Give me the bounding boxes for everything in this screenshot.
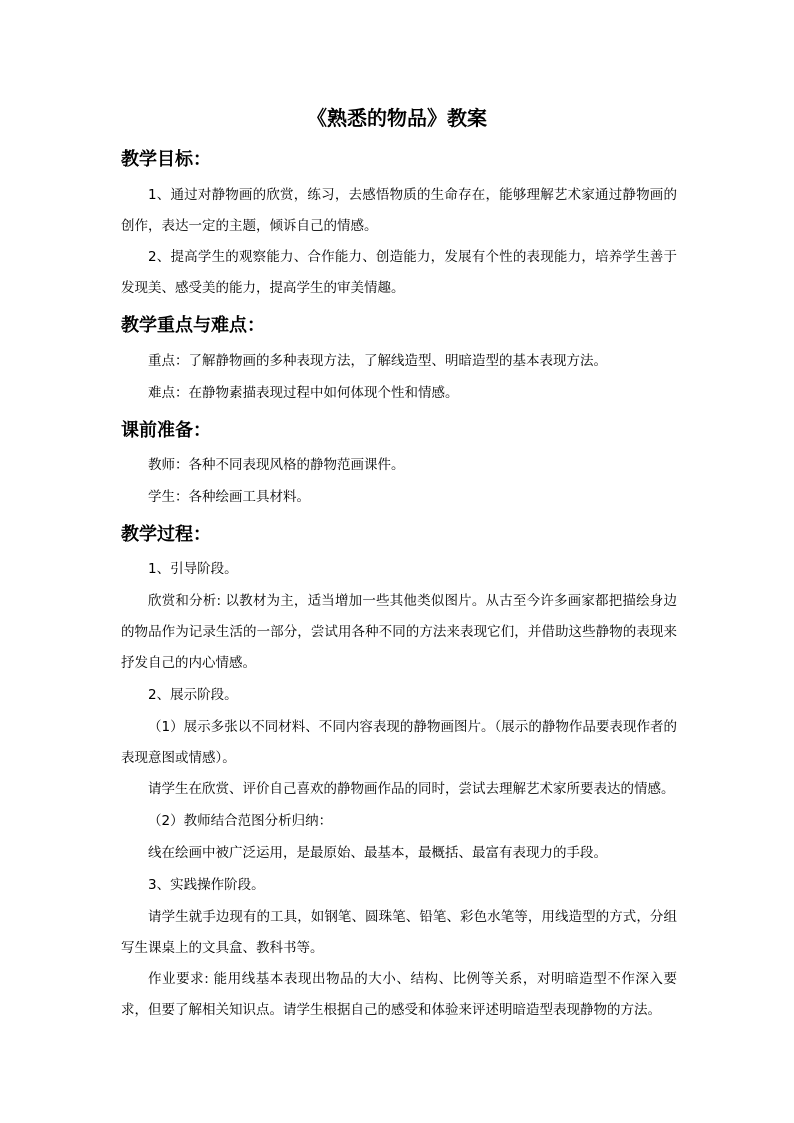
process-paragraph-evaluate: 请学生在欣赏、评价自己喜欢的静物画作品的同时，尝试去理解艺术家所要表达的情感。: [148, 781, 675, 797]
objectives-paragraph-2: 2、提高学生的观察能力、合作能力、创造能力，发展有个性的表现能力，培养学生善于发现美、感受美的能力，提高学生的审美情趣。: [121, 249, 677, 296]
process-paragraph-practice: 请学生就手边现有的工具，如钢笔、圆珠笔、铅笔、彩色水笔等，用线造型的方式，分组写生课桌上的文具盒、教科书等。: [121, 909, 677, 956]
process-paragraph-show: （1）展示多张以不同材料、不同内容表现的静物画图片。（展示的静物作品要表现作者的表现意图或情感）。: [121, 719, 677, 766]
process-paragraph-appreciation: 欣赏和分析: 以教材为主，适当增加一些其他类似图片。从古至今许多画家都把描绘身边的物品作为记录生活的一部分，尝试用各种不同的方法来表现它们，并借助这些静物的表现来抒发自己的内心情感。: [121, 593, 677, 671]
difficulty-paragraph: 难点：在静物素描表现过程中如何体现个性和情感。: [148, 385, 459, 401]
process-paragraph-line: 线在绘画中被广泛运用，是最原始、最基本，最概括、最富有表现力的手段。: [148, 845, 607, 861]
process-step-1: 1、引导阶段。: [148, 561, 238, 577]
process-paragraph-summary: （2）教师结合范图分析归纳：: [148, 813, 333, 829]
heading-preparation: 课前准备：: [121, 420, 211, 441]
key-point-paragraph: 重点：了解静物画的多种表现方法，了解线造型、明暗造型的基本表现方法。: [148, 353, 607, 369]
process-step-3: 3、实践操作阶段。: [148, 877, 265, 893]
student-preparation: 学生：各种绘画工具材料。: [148, 489, 310, 505]
objectives-paragraph-1: 1、通过对静物画的欣赏，练习，去感悟物质的生命存在，能够理解艺术家通过静物画的创作，表达一定的主题，倾诉自己的情感。: [121, 187, 677, 234]
process-step-2: 2、展示阶段。: [148, 687, 238, 703]
heading-process: 教学过程：: [121, 524, 211, 545]
document-title: 《熟悉的物品》教案: [307, 106, 487, 130]
process-paragraph-requirements: 作业要求: 能用线基本表现出物品的大小、结构、比例等关系，对明暗造型不作深入要求，但要了解相关知识点。请学生根据自己的感受和体验来评述明暗造型表现静物的方法。: [121, 971, 677, 1018]
teacher-preparation: 教师：各种不同表现风格的静物范画课件。: [148, 457, 405, 473]
heading-objectives: 教学目标：: [121, 149, 211, 170]
heading-key-points: 教学重点与难点：: [121, 315, 265, 336]
